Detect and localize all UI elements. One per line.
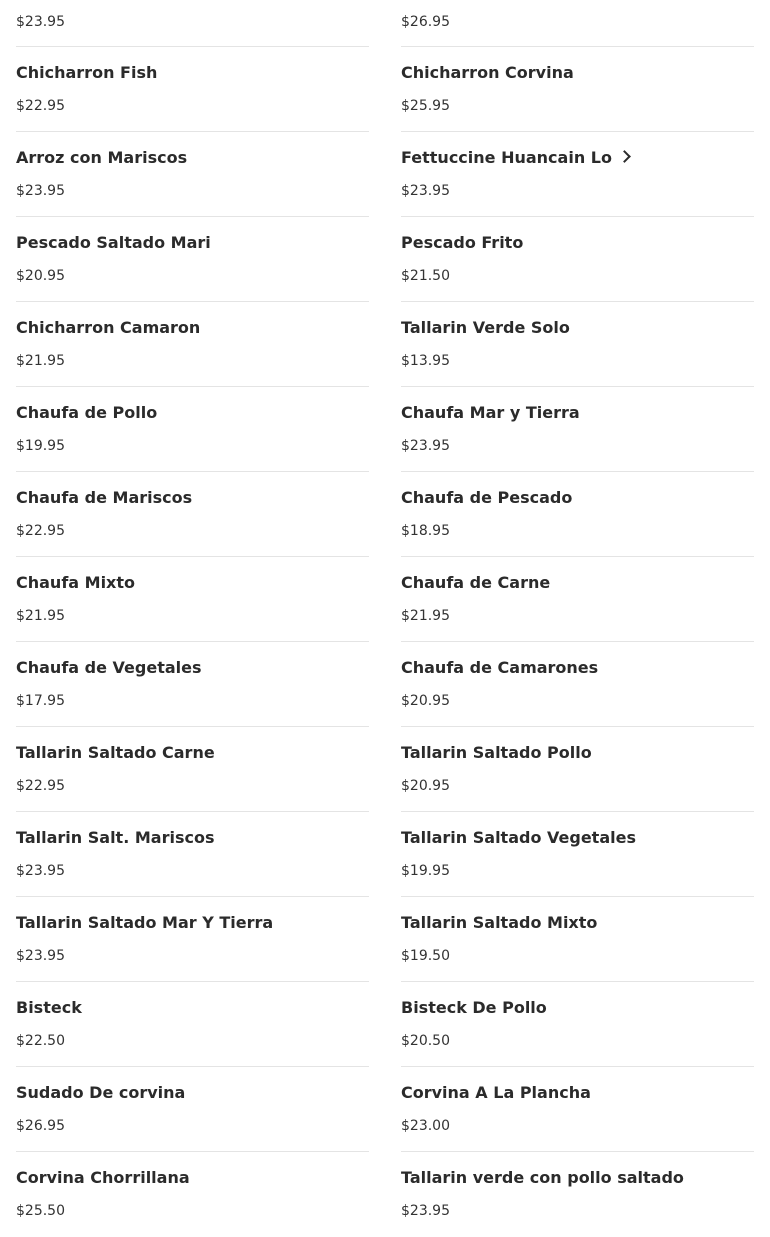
item-name: Sudado De corvina [16,1083,186,1102]
item-name-with-chevron [401,150,629,166]
item-price: $22.50 [16,1033,65,1049]
menu-item[interactable] [16,812,369,897]
menu-item[interactable] [16,642,369,727]
item-name: Tallarin verde con pollo saltado [401,1168,684,1187]
item-price: $22.95 [16,98,65,114]
menu-item[interactable] [16,982,369,1067]
item-price: $22.95 [16,523,65,539]
item-price: $23.95 [401,1203,450,1219]
menu-item[interactable] [16,727,369,812]
item-price: $23.00 [401,1118,450,1134]
item-name: Chaufa de Carne [401,573,551,592]
menu-column-right [401,0,754,1237]
item-price: $18.95 [401,523,450,539]
item-price: $25.95 [401,98,450,114]
item-name: Chaufa de Pollo [16,403,158,422]
menu-item[interactable] [16,557,369,642]
item-price: $23.95 [401,183,450,199]
item-name: Chaufa de Mariscos [16,488,193,507]
menu-item[interactable] [16,1152,369,1237]
item-price: $26.95 [401,0,754,47]
item-price: $23.95 [16,183,65,199]
menu-item[interactable] [16,387,369,472]
menu-item[interactable] [16,472,369,557]
item-price: $26.95 [16,1118,65,1134]
item-name: Chaufa de Camarones [401,658,599,677]
item-name: Chaufa Mar y Tierra [401,403,580,422]
item-name: Tallarin Salt. Mariscos [16,828,215,847]
menu-item[interactable] [401,1152,754,1237]
item-name: Tallarin Verde Solo [401,318,570,337]
item-name: Corvina Chorrillana [16,1168,190,1187]
item-name: Tallarin Saltado Mar Y Tierra [16,913,274,932]
item-name: Tallarin Saltado Mixto [401,913,598,932]
menu-item[interactable] [401,557,754,642]
menu-item[interactable] [401,47,754,132]
item-name: Tallarin Saltado Pollo [401,743,592,762]
item-name: Bisteck De Pollo [401,998,547,1017]
item-price: $19.95 [16,438,65,454]
item-name: Tallarin Saltado Vegetales [401,828,636,847]
item-price: $22.95 [16,778,65,794]
menu-item[interactable] [401,812,754,897]
item-price: $23.95 [16,863,65,879]
item-name: Chicharron Fish [16,63,158,82]
menu-item[interactable] [16,132,369,217]
menu-item[interactable] [401,1067,754,1152]
item-name: Corvina A La Plancha [401,1083,591,1102]
item-name: Chicharron Corvina [401,63,574,82]
item-price: $23.95 [16,948,65,964]
item-price: $21.95 [16,353,65,369]
item-price: $20.95 [401,693,450,709]
menu-column-left [16,0,369,1237]
item-name: Fettuccine Huancain Lo [401,148,612,167]
item-price: $17.95 [16,693,65,709]
item-name: Chicharron Camaron [16,318,201,337]
item-price: $21.95 [401,608,450,624]
menu-item[interactable] [16,1067,369,1152]
item-price: $21.95 [16,608,65,624]
item-price: $13.95 [401,353,450,369]
menu-item[interactable] [16,897,369,982]
menu-item[interactable] [401,982,754,1067]
item-name: Chaufa Mixto [16,573,136,592]
item-price: $20.95 [401,778,450,794]
item-price: $19.95 [401,863,450,879]
menu-item[interactable] [401,897,754,982]
menu-item[interactable] [401,387,754,472]
menu-item[interactable] [16,302,369,387]
item-price: $23.95 [401,438,450,454]
menu-item[interactable] [401,217,754,302]
item-price: $19.50 [401,948,450,964]
item-price: $20.95 [16,268,65,284]
item-price: $25.50 [16,1203,65,1219]
item-price: $20.50 [401,1033,450,1049]
chevron-right-icon[interactable] [618,150,631,163]
item-name: Chaufa de Vegetales [16,658,202,677]
item-name: Bisteck [16,998,82,1017]
menu-item[interactable] [16,217,369,302]
menu-item[interactable] [401,727,754,812]
menu-item[interactable] [401,642,754,727]
item-price: $21.50 [401,268,450,284]
item-name: Tallarin Saltado Carne [16,743,215,762]
item-name: Pescado Frito [401,233,524,252]
menu-item[interactable] [16,47,369,132]
menu-item[interactable] [401,472,754,557]
menu-item[interactable] [401,132,754,217]
item-name: Chaufa de Pescado [401,488,573,507]
item-name: Arroz con Mariscos [16,148,188,167]
item-name: Pescado Saltado Mari [16,233,211,252]
menu-item[interactable] [401,302,754,387]
item-price: $23.95 [16,0,369,47]
